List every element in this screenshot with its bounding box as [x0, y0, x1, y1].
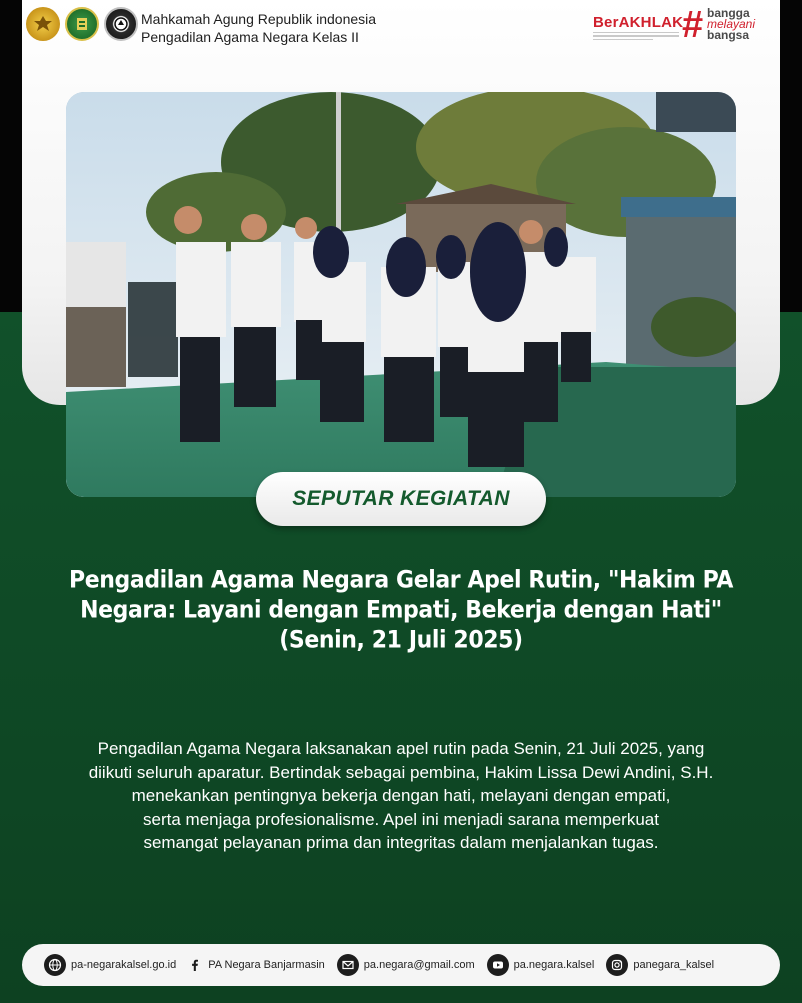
tagline-bangga: bangga [707, 6, 750, 20]
instagram-icon [606, 954, 628, 976]
logo-group [26, 7, 138, 41]
category-label: SEPUTAR KEGIATAN [292, 487, 510, 510]
headline [40, 566, 762, 656]
organization-name [141, 10, 376, 46]
garuda-emblem-icon [26, 7, 60, 41]
hashtag-icon: # [682, 4, 704, 46]
footer-contact-bar [22, 944, 780, 986]
berakhlak-word: BerAKHLAK [593, 14, 684, 31]
org-line-1: Mahkamah Agung Republik indonesia [141, 11, 377, 27]
org-line-2: Pengadilan Agama Negara Kelas II [141, 29, 359, 45]
facebook-text: PA Negara Banjarmasin [208, 959, 325, 971]
mahkamah-agung-logo-icon [65, 7, 99, 41]
mail-icon [337, 954, 359, 976]
email-text: pa.negara@gmail.com [363, 959, 475, 971]
body-line-5: semangat pelayanan prima dan integritas dalam menjalankan tugas. [143, 833, 659, 852]
headline-line-3: (Senin, 21 Juli 2025) [279, 626, 523, 654]
body-text [38, 737, 764, 855]
facebook-link[interactable] [188, 954, 325, 976]
globe-icon [44, 954, 66, 976]
body-line-2: diikuti seluruh aparatur. Bertindak sebagai pembina, Hakim Lissa Dewi Andini, S.H. [88, 762, 714, 782]
email-link[interactable] [337, 954, 475, 976]
tagline-bangsa: bangsa [707, 28, 750, 42]
youtube-icon [487, 954, 509, 976]
tagline [707, 8, 755, 41]
body-line-3: menekankan pentingnya bekerja dengan hati, melayani dengan empati, [131, 786, 671, 805]
headline-line-1: Pengadilan Agama Negara Gelar Apel Rutin, "Hakim PA [69, 566, 733, 594]
website-text: pa-negarakalsel.go.id [71, 959, 177, 971]
category-pill [256, 472, 546, 526]
tagline-melayani: melayani [707, 17, 756, 31]
body-line-1: Pengadilan Agama Negara laksanakan apel rutin pada Senin, 21 Juli 2025, yang [97, 739, 705, 758]
facebook-icon [188, 954, 202, 976]
berakhlak-logo [593, 4, 773, 46]
headline-line-2: Negara: Layani dengan Empati, Bekerja dengan Hati" [80, 596, 722, 624]
berakhlak-subtitle-lines [593, 32, 679, 40]
body-line-4: serta menjaga profesionalisme. Apel ini menjadi sarana memperkuat [143, 809, 659, 829]
group-photo-illustration [66, 92, 736, 497]
instagram-text: panegara_kalsel [633, 959, 715, 971]
event-photo [66, 92, 736, 497]
website-link[interactable] [44, 954, 176, 976]
youtube-text: pa.negara.kalsel [513, 959, 595, 971]
pengadilan-seal-icon [104, 7, 138, 41]
instagram-link[interactable] [606, 954, 714, 976]
youtube-link[interactable] [487, 954, 595, 976]
